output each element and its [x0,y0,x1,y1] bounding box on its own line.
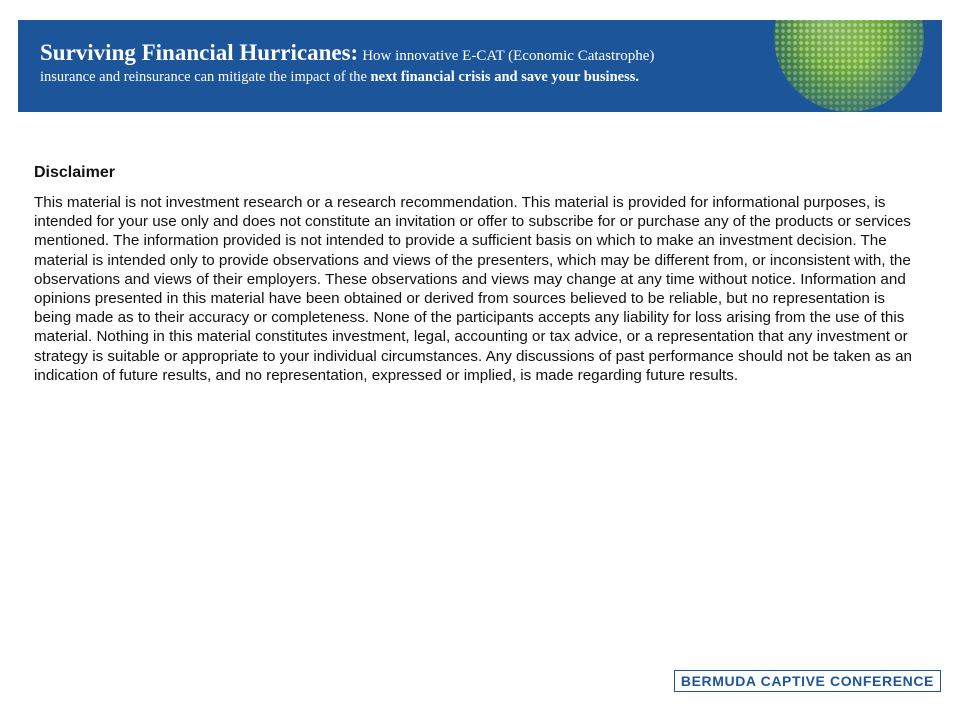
subtitle-normal: insurance and reinsurance can mitigate the impact of the [40,69,367,85]
logo-text: BERMUDA CAPTIVE CONFERENCE [674,670,941,692]
subtitle-line [40,70,890,85]
subtitle-bold: next financial crisis and save your business. [370,69,639,85]
disclaimer-heading: Disclaimer [34,164,115,181]
header-text [40,41,890,85]
title-sub: How innovative E-CAT (Economic Catastrophe) [362,48,655,64]
header-banner [18,20,942,112]
disclaimer-body: This material is not investment research or a research recommendation. This material is provided for informational purposes, is intended for your use only and does not constitute an invitation or offer to subscribe for or purchase any of the products or services mentioned. The information provided is not intended to provide a sufficient basis on which to make an investment decision. The material is intended only to provide observations and views of the presenters, which may be different from, or inconsistent with, the observations and views of their employers. These observations and views may change at any time without notice. Information and opinions presented in this material have been obtained or derived from sources believed to be reliable, but no representation is being made as to their accuracy or completeness. None of the participants accepts any liability for loss arising from the use of this material. Nothing in this material constitutes investment, legal, accounting or tax advice, or a representation that any investment or strategy is suitable or appropriate to your individual circumstances. Any discussions of past performance should not be taken as an indication of future results, and no representation, expressed or implied, is made regarding future results. [34,194,912,384]
footer-logo [674,669,941,693]
title-main: Surviving Financial Hurricanes: [40,40,359,65]
title-line [40,41,890,64]
